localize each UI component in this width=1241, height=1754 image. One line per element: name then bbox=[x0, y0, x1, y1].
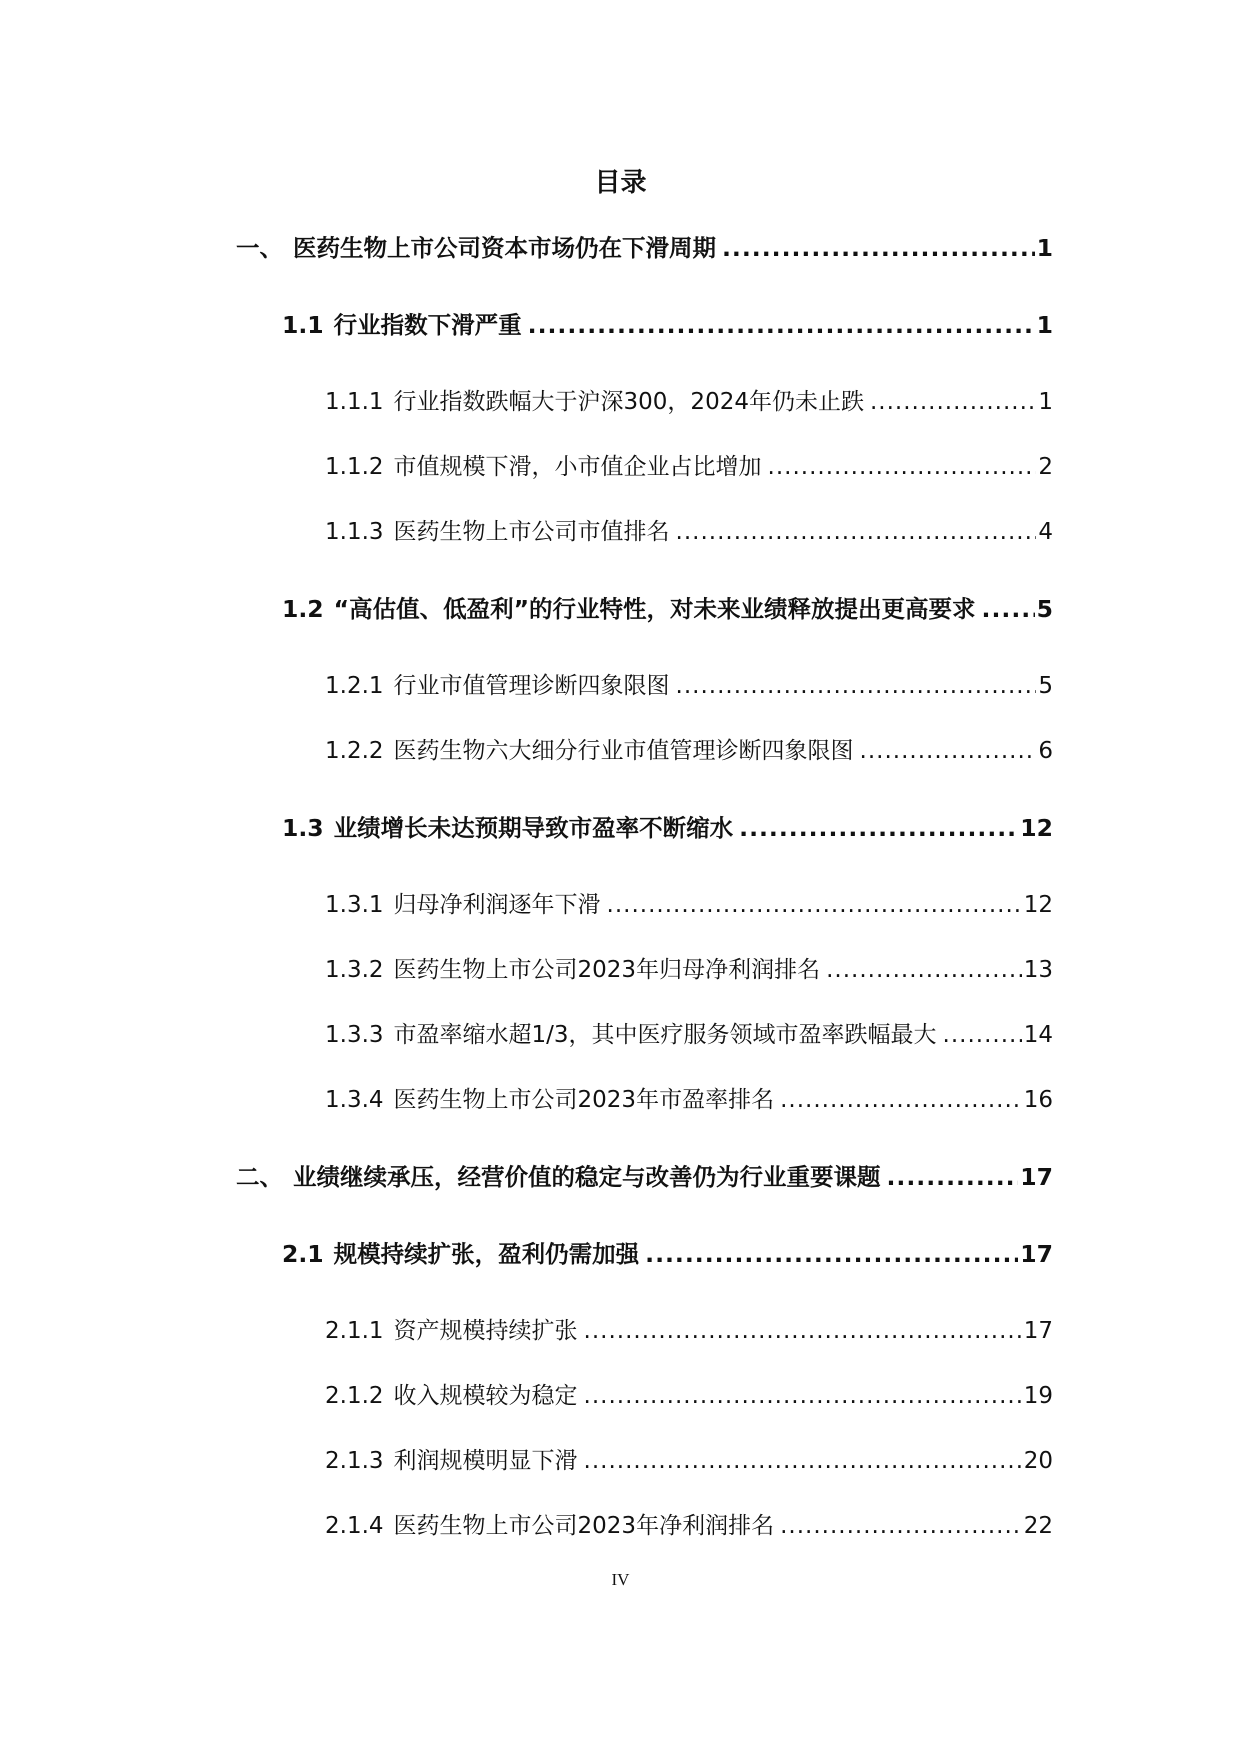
toc-entry-page: 12 bbox=[1023, 892, 1053, 918]
toc-entry-title: 归母净利润逐年下滑 bbox=[393, 892, 601, 918]
toc-entry[interactable] bbox=[236, 230, 1053, 266]
toc-entry[interactable] bbox=[325, 384, 1053, 420]
toc-entry-title: “高估值、低盈利”的行业特性，对未来业绩释放提出更高要求 bbox=[333, 595, 976, 623]
toc-entry-number: 2.1.2 bbox=[325, 1383, 384, 1409]
toc-entry-page: 5 bbox=[1036, 595, 1053, 623]
toc-dot-leader bbox=[645, 1236, 1018, 1272]
toc-entry-page: 14 bbox=[1023, 1022, 1053, 1048]
toc-entry[interactable] bbox=[325, 733, 1053, 769]
toc-dot-leader bbox=[739, 810, 1018, 846]
toc-entry-number: 1.3.4 bbox=[325, 1087, 384, 1113]
toc-entry-page: 17 bbox=[1020, 1240, 1053, 1268]
toc-entry-title: 业绩增长未达预期导致市盈率不断缩水 bbox=[333, 814, 734, 842]
toc-dot-leader bbox=[943, 1017, 1022, 1053]
toc-entry-page: 12 bbox=[1020, 814, 1053, 842]
toc-entry-title: 医药生物上市公司2023年市盈率排名 bbox=[393, 1087, 775, 1113]
toc-entry-title: 市盈率缩水超1/3，其中医疗服务领域市盈率跌幅最大 bbox=[393, 1022, 937, 1048]
toc-dot-leader bbox=[870, 384, 1036, 420]
toc-dot-leader bbox=[528, 307, 1035, 343]
toc-entry[interactable] bbox=[282, 307, 1053, 343]
toc-entry[interactable] bbox=[325, 514, 1053, 550]
toc-entry-number: 1.3.2 bbox=[325, 957, 384, 983]
toc-entry-number: 1.1.3 bbox=[325, 519, 384, 545]
toc-entry-title: 行业指数下滑严重 bbox=[333, 311, 522, 339]
toc-entry-page: 22 bbox=[1023, 1513, 1053, 1539]
toc-entry-number: 1.1.2 bbox=[325, 454, 384, 480]
toc-dot-leader bbox=[780, 1082, 1022, 1118]
toc-entry-page: 1 bbox=[1036, 234, 1053, 262]
toc-entry[interactable] bbox=[282, 1236, 1053, 1272]
page-number: IV bbox=[611, 1570, 630, 1589]
toc-entry-page: 5 bbox=[1038, 673, 1053, 699]
toc-entry-page: 20 bbox=[1023, 1448, 1053, 1474]
toc-entry-page: 6 bbox=[1038, 738, 1053, 764]
toc-dot-leader bbox=[860, 733, 1037, 769]
toc-entry[interactable] bbox=[325, 1378, 1053, 1414]
toc-entry-title: 行业指数跌幅大于沪深300，2024年仍未止跌 bbox=[393, 389, 864, 415]
toc-entry[interactable] bbox=[325, 668, 1053, 704]
toc-entry-page: 17 bbox=[1023, 1318, 1053, 1344]
toc-entry-title: 业绩继续承压，经营价值的稳定与改善仍为行业重要课题 bbox=[293, 1163, 881, 1191]
toc-entry[interactable] bbox=[282, 810, 1053, 846]
toc-entry-title: 行业市值管理诊断四象限图 bbox=[393, 673, 670, 699]
toc-entry-title: 医药生物上市公司2023年净利润排名 bbox=[393, 1513, 775, 1539]
toc-entry-title: 规模持续扩张，盈利仍需加强 bbox=[333, 1240, 640, 1268]
toc-entry-number: 1.3 bbox=[282, 814, 324, 842]
toc-dot-leader bbox=[780, 1508, 1022, 1544]
toc-entry-title: 收入规模较为稳定 bbox=[393, 1383, 578, 1409]
toc-entry[interactable] bbox=[325, 1313, 1053, 1349]
toc-entry-title: 医药生物六大细分行业市值管理诊断四象限图 bbox=[393, 738, 854, 764]
toc-entry-number: 2.1.3 bbox=[325, 1448, 384, 1474]
toc-entry-page: 13 bbox=[1023, 957, 1053, 983]
toc-entry-number: 一、 bbox=[236, 234, 283, 262]
toc-entry-number: 1.3.1 bbox=[325, 892, 384, 918]
toc-entry-number: 1.2 bbox=[282, 595, 324, 623]
toc-entry[interactable] bbox=[325, 887, 1053, 923]
toc-dot-leader bbox=[982, 591, 1035, 627]
toc-dot-leader bbox=[584, 1313, 1022, 1349]
toc-dot-leader bbox=[607, 887, 1022, 923]
toc-entry[interactable] bbox=[325, 1017, 1053, 1053]
toc-entry-page: 4 bbox=[1038, 519, 1053, 545]
toc-entry-number: 1.3.3 bbox=[325, 1022, 384, 1048]
toc-entry-number: 1.1.1 bbox=[325, 389, 384, 415]
toc-dot-leader bbox=[676, 668, 1037, 704]
toc-entry-number: 2.1 bbox=[282, 1240, 324, 1268]
toc-entry-page: 16 bbox=[1023, 1087, 1053, 1113]
toc-entry-page: 17 bbox=[1020, 1163, 1053, 1191]
toc-entry[interactable] bbox=[282, 591, 1053, 627]
toc-entry-title: 医药生物上市公司市值排名 bbox=[393, 519, 670, 545]
toc-entry-number: 1.1 bbox=[282, 311, 324, 339]
toc-dot-leader bbox=[768, 449, 1037, 485]
toc-entry[interactable] bbox=[236, 1159, 1053, 1195]
toc-entry-page: 19 bbox=[1023, 1383, 1053, 1409]
toc-entry[interactable] bbox=[325, 952, 1053, 988]
toc-entry-page: 2 bbox=[1038, 454, 1053, 480]
toc-entry[interactable] bbox=[325, 1508, 1053, 1544]
toc-entry-page: 1 bbox=[1036, 311, 1053, 339]
toc-title: 目录 bbox=[594, 168, 647, 198]
toc-entry-title: 利润规模明显下滑 bbox=[393, 1448, 578, 1474]
toc-dot-leader bbox=[584, 1378, 1022, 1414]
toc-entry-number: 2.1.1 bbox=[325, 1318, 384, 1344]
toc-entry-page: 1 bbox=[1038, 389, 1053, 415]
toc-entry-title: 资产规模持续扩张 bbox=[393, 1318, 578, 1344]
toc-entry[interactable] bbox=[325, 1082, 1053, 1118]
toc-dot-leader bbox=[722, 230, 1035, 266]
toc-entry-title: 市值规模下滑，小市值企业占比增加 bbox=[393, 454, 762, 480]
toc-dot-leader bbox=[887, 1159, 1019, 1195]
toc-entry[interactable] bbox=[325, 449, 1053, 485]
toc-entry-title: 医药生物上市公司2023年归母净利润排名 bbox=[393, 957, 821, 983]
toc-entry-number: 1.2.1 bbox=[325, 673, 384, 699]
toc-dot-leader bbox=[676, 514, 1037, 550]
toc-dot-leader bbox=[826, 952, 1022, 988]
toc-entry-number: 二、 bbox=[236, 1163, 283, 1191]
toc-entry[interactable] bbox=[325, 1443, 1053, 1479]
toc-entry-number: 2.1.4 bbox=[325, 1513, 384, 1539]
toc-entry-title: 医药生物上市公司资本市场仍在下滑周期 bbox=[293, 234, 716, 262]
toc-entry-number: 1.2.2 bbox=[325, 738, 384, 764]
toc-dot-leader bbox=[584, 1443, 1022, 1479]
